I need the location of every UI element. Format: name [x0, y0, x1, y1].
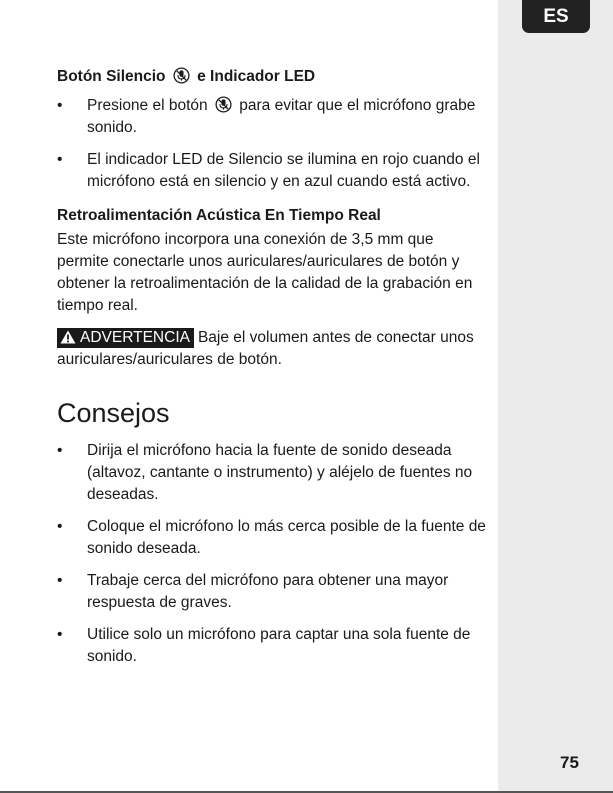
mute-bullet-list [57, 95, 489, 193]
warning-badge: ADVERTENCIA [57, 328, 194, 348]
list-item: • Utilice solo un micrófono para captar una sola fuente de sonido. [57, 626, 471, 665]
page-number: 75 [560, 753, 579, 772]
list-item: • Coloque el micrófono lo más cerca posible de la fuente de sonido deseada. [57, 518, 486, 557]
tips-section-title: Consejos [57, 398, 170, 428]
side-margin-band [498, 0, 613, 793]
warning-note [57, 327, 489, 371]
warning-icon [60, 330, 76, 344]
list-item: • El indicador LED de Silencio se ilumina en rojo cuando el micrófono está en silencio y en azul cuando está activo. [57, 151, 480, 190]
page-content [57, 66, 489, 678]
mute-section-title: Botón Silencio e Indicador LED [57, 68, 316, 85]
list-item: • Presione el botón para evitar que el micrófono grabe sonido. [57, 97, 476, 136]
feedback-section-title: Retroalimentación Acústica En Tiempo Real [57, 207, 381, 224]
warning-text: Baje el volumen antes de conectar unos auriculares/auriculares de botón. [57, 329, 474, 368]
language-tab: ES [522, 0, 590, 33]
mute-mic-icon [215, 96, 232, 113]
list-item: • Trabaje cerca del micrófono para obtener una mayor respuesta de graves. [57, 572, 449, 611]
mute-mic-icon [173, 67, 190, 84]
list-item: • Dirija el micrófono hacia la fuente de sonido deseada (altavoz, cantante o instrumento) y aléjelo de fuentes no deseadas. [57, 442, 473, 503]
feedback-paragraph: Este micrófono incorpora una conexión de 3,5 mm que permite conectarle unos auriculares/auriculares de botón y obtener la retroalimentación de la calidad de la grabación en tiempo real. [57, 231, 473, 314]
tips-bullet-list [57, 440, 489, 668]
